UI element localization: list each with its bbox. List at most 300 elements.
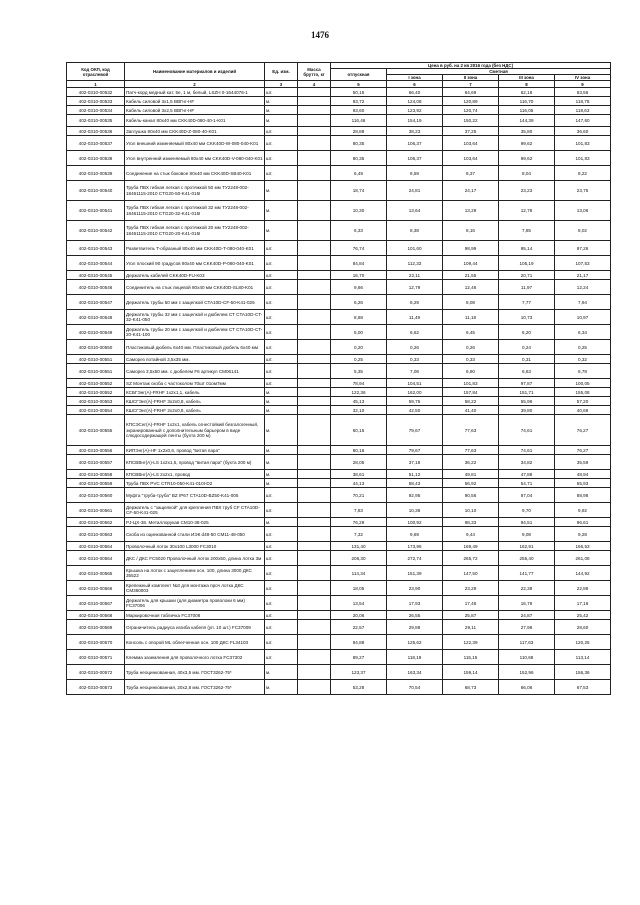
price-zone-2: 98,99 xyxy=(443,241,499,256)
item-mass xyxy=(298,479,331,488)
item-mass xyxy=(298,221,331,241)
item-unit: шт. xyxy=(265,551,298,566)
price-zone-3: 66,06 xyxy=(499,680,555,695)
price-zone-3: 162,91 xyxy=(499,542,555,551)
item-code: 402-0310-00546 xyxy=(67,280,125,295)
price-release: 7,83 xyxy=(331,503,387,518)
price-zone-4: 55,93 xyxy=(555,479,611,488)
item-code: 402-0310-00555 xyxy=(67,415,125,446)
item-mass xyxy=(298,379,331,388)
table-row xyxy=(67,364,611,379)
item-mass xyxy=(298,581,331,596)
item-code: 402-0310-00534 xyxy=(67,106,125,115)
price-zone-2: 265,72 xyxy=(443,551,499,566)
item-code: 402-0310-00559 xyxy=(67,479,125,488)
price-release: 84,84 xyxy=(331,256,387,271)
price-zone-3: 39,80 xyxy=(499,406,555,415)
item-code: 402-0310-00533 xyxy=(67,97,125,106)
price-zone-2: 23,29 xyxy=(443,581,499,596)
price-zone-4: 57,20 xyxy=(555,397,611,406)
item-code: 402-0310-00545 xyxy=(67,271,125,280)
price-zone-4: 88,98 xyxy=(555,488,611,503)
item-mass xyxy=(298,415,331,446)
price-zone-4: 76,27 xyxy=(555,415,611,446)
price-release: 13,54 xyxy=(331,596,387,611)
item-unit: м. xyxy=(265,221,298,241)
item-code: 402-0310-00548 xyxy=(67,310,125,325)
item-unit: шт. xyxy=(265,280,298,295)
price-zone-2: 0,33 xyxy=(443,355,499,364)
header-zone-2: II зона xyxy=(443,75,499,81)
table-row xyxy=(67,566,611,581)
item-name: Держатель трубы 50 мм с защелкой CTA10D-CF-50-K41-025 xyxy=(125,295,265,310)
price-release: 116,46 xyxy=(331,115,387,127)
price-zone-4: 67,53 xyxy=(555,680,611,695)
item-unit: м. xyxy=(265,397,298,406)
price-release: 5,00 xyxy=(331,325,387,340)
item-code: 402-0310-00543 xyxy=(67,241,125,256)
price-zone-2: 12,46 xyxy=(443,280,499,295)
price-zone-1: 58,43 xyxy=(387,479,443,488)
table-row xyxy=(67,201,611,221)
item-unit: м. xyxy=(265,388,298,397)
price-zone-3: 9,08 xyxy=(499,527,555,542)
item-mass xyxy=(298,596,331,611)
item-code: 402-0310-00535 xyxy=(67,115,125,127)
price-zone-4: 100,05 xyxy=(555,379,611,388)
price-zone-4: 23,75 xyxy=(555,181,611,201)
table-row xyxy=(67,397,611,406)
item-name: Труба ПВХ гибкая легкая с протяжкой 20 мм ТУ2248-002-18461115-2010 CTG20-20-K41-015I xyxy=(125,221,265,241)
column-index: 2 xyxy=(125,81,265,88)
price-zone-2: 41,40 xyxy=(443,406,499,415)
price-zone-3: 62,18 xyxy=(499,88,555,97)
item-name: ДКС / ДКС FC5020 Проволочный лоток 200х50, длина лотка 3м xyxy=(125,551,265,566)
price-zone-3: 94,51 xyxy=(499,518,555,527)
price-zone-1: 29,88 xyxy=(387,620,443,635)
item-unit: м. xyxy=(265,97,298,106)
item-unit: шт. xyxy=(265,310,298,325)
table-row xyxy=(67,295,611,310)
table-row xyxy=(67,446,611,455)
price-release: 80,35 xyxy=(331,151,387,166)
item-code: 402-0310-00564 xyxy=(67,551,125,566)
price-zone-4: 261,08 xyxy=(555,551,611,566)
item-name: КПСВВнг(А)-LS 2х2х1, провод xyxy=(125,470,265,479)
item-code: 402-0310-00542 xyxy=(67,221,125,241)
price-zone-2: 77,63 xyxy=(443,446,499,455)
table-row xyxy=(67,503,611,518)
table-row xyxy=(67,470,611,479)
price-zone-4: 101,83 xyxy=(555,151,611,166)
price-zone-1: 0,33 xyxy=(387,355,443,364)
price-release: 80,35 xyxy=(331,136,387,151)
price-zone-4: 0,32 xyxy=(555,355,611,364)
price-zone-3: 74,61 xyxy=(499,446,555,455)
price-zone-4: 144,92 xyxy=(555,566,611,581)
item-code: 402-0310-00544 xyxy=(67,256,125,271)
item-mass xyxy=(298,665,331,680)
price-zone-1: 8,29 xyxy=(387,295,443,310)
item-name: Ограничитель радиуса изгиба кабеля (уп. 10 шт.) FC37009 xyxy=(125,620,265,635)
price-zone-4: 9,28 xyxy=(555,527,611,542)
price-zone-3: 11,97 xyxy=(499,280,555,295)
item-name: Крепежный комплект №3 для монтажа проч лотка ДКС CM350003 xyxy=(125,581,265,596)
item-name: Угол плоский 90 градусов 80х40 мм CKK40D-P-080-040-K01 xyxy=(125,256,265,271)
price-zone-2: 6,90 xyxy=(443,364,499,379)
table-row xyxy=(67,166,611,181)
item-unit: м. xyxy=(265,115,298,127)
table-row xyxy=(67,115,611,127)
table-row xyxy=(67,355,611,364)
table-row xyxy=(67,310,611,325)
table-row xyxy=(67,97,611,106)
item-unit: шт. xyxy=(265,271,298,280)
price-zone-4: 6,34 xyxy=(555,325,611,340)
item-mass xyxy=(298,201,331,221)
item-name: Саморез потайной 3,5х35 мм. xyxy=(125,355,265,364)
table-row xyxy=(67,518,611,527)
table-row xyxy=(67,271,611,280)
column-index: 5 xyxy=(331,81,387,88)
price-zone-2: 8,37 xyxy=(443,166,499,181)
item-name: Соединитель на стык лицевой 80х40 мм CKK40D-SL80-K01 xyxy=(125,280,265,295)
item-code: 402-0310-00554 xyxy=(67,406,125,415)
item-mass xyxy=(298,364,331,379)
price-zone-1: 79,67 xyxy=(387,446,443,455)
item-name: Угол внутренний изменяемый 80х40 мм CKK40D-V-080-040-K01 xyxy=(125,151,265,166)
price-zone-2: 68,73 xyxy=(443,680,499,695)
item-mass xyxy=(298,635,331,650)
item-code: 402-0310-00566 xyxy=(67,581,125,596)
item-unit: м. xyxy=(265,455,298,470)
item-name: Держатель кабелей CKK40D-FU-K03 xyxy=(125,271,265,280)
price-zone-1: 13,64 xyxy=(387,201,443,221)
column-index: 9 xyxy=(555,81,611,88)
price-zone-1: 92,95 xyxy=(387,488,443,503)
price-zone-4: 101,83 xyxy=(555,136,611,151)
item-mass xyxy=(298,181,331,201)
table-row xyxy=(67,479,611,488)
item-unit: шт. xyxy=(265,503,298,518)
item-unit: м. xyxy=(265,415,298,446)
table-row xyxy=(67,581,611,596)
price-zone-1: 163,34 xyxy=(387,665,443,680)
price-release: 6,26 xyxy=(331,295,387,310)
price-release: 76,74 xyxy=(331,241,387,256)
price-zone-2: 17,46 xyxy=(443,596,499,611)
table-row xyxy=(67,415,611,446)
price-zone-4: 166,53 xyxy=(555,542,611,551)
item-name: Проволочный лоток 30х100 L3000 FC3010 xyxy=(125,542,265,551)
item-mass xyxy=(298,295,331,310)
item-code: 402-0310-00556 xyxy=(67,446,125,455)
price-zone-3: 151,71 xyxy=(499,388,555,397)
price-zone-1: 12,79 xyxy=(387,280,443,295)
price-zone-1: 26,55 xyxy=(387,611,443,620)
table-row xyxy=(67,136,611,151)
price-zone-3: 105,19 xyxy=(499,256,555,271)
item-code: 402-0310-00538 xyxy=(67,151,125,166)
price-zone-4: 10,97 xyxy=(555,310,611,325)
item-mass xyxy=(298,611,331,620)
item-mass xyxy=(298,503,331,518)
item-name: Держатель с "защелкой" для крепления ПВХ труб CF CTA10D-CF-50-K41-025 xyxy=(125,503,265,518)
price-zone-3: 20,71 xyxy=(499,271,555,280)
table-row xyxy=(67,388,611,397)
table-row xyxy=(67,325,611,340)
price-zone-4: 22,88 xyxy=(555,581,611,596)
price-zone-1: 272,74 xyxy=(387,551,443,566)
item-mass xyxy=(298,542,331,551)
table-row xyxy=(67,542,611,551)
item-code: 402-0310-00569 xyxy=(67,620,125,635)
item-mass xyxy=(298,151,331,166)
item-code: 402-0310-00563 xyxy=(67,527,125,542)
item-unit: м. xyxy=(265,201,298,221)
price-zone-3: 6,20 xyxy=(499,325,555,340)
price-release: 32,10 xyxy=(331,406,387,415)
price-zone-3: 99,62 xyxy=(499,151,555,166)
price-zone-2: 8,08 xyxy=(443,295,499,310)
price-zone-2: 11,18 xyxy=(443,310,499,325)
header-unit: Ед. изм. xyxy=(265,63,298,81)
item-unit: шт. xyxy=(265,88,298,97)
item-name: SZ Монтаж скоба с частоколом 70шт 01ом7мм xyxy=(125,379,265,388)
price-zone-1: 11,49 xyxy=(387,310,443,325)
price-zone-3: 117,63 xyxy=(499,635,555,650)
item-mass xyxy=(298,388,331,397)
item-unit: шт. xyxy=(265,566,298,581)
item-name: Скоба из оцинкованной стали ИЭК d48-50 CM11-48-050 xyxy=(125,527,265,542)
item-mass xyxy=(298,256,331,271)
price-zone-2: 56,92 xyxy=(443,479,499,488)
price-zone-4: 25,42 xyxy=(555,611,611,620)
price-zone-4: 107,53 xyxy=(555,256,611,271)
header-code: Код ОКП, код отраслевой xyxy=(67,63,125,81)
item-code: 402-0310-00552 xyxy=(67,379,125,388)
header-price-title: Цена в руб. на 2 кв 2016 года (без НДС) xyxy=(331,63,611,69)
price-zone-1: 70,54 xyxy=(387,680,443,695)
item-mass xyxy=(298,97,331,106)
table-row xyxy=(67,596,611,611)
price-zone-2: 159,14 xyxy=(443,665,499,680)
price-zone-4: 147,60 xyxy=(555,115,611,127)
item-unit: м. xyxy=(265,470,298,479)
price-zone-4: 76,27 xyxy=(555,446,611,455)
item-name: Держатель трубы 20 мм с защелкой и дюбелем CT CTA10D-CT-20-K41-100 xyxy=(125,325,265,340)
price-zone-3: 97,87 xyxy=(499,379,555,388)
price-zone-2: 77,63 xyxy=(443,415,499,446)
price-zone-4: 36,60 xyxy=(555,127,611,136)
price-zone-2: 150,22 xyxy=(443,115,499,127)
item-name: КШСГЭнг(А)-FRHF 2х2х0,8, кабель xyxy=(125,406,265,415)
item-mass xyxy=(298,397,331,406)
price-zone-3: 8,04 xyxy=(499,166,555,181)
price-release: 76,29 xyxy=(331,518,387,527)
price-release: 78,94 xyxy=(331,379,387,388)
price-release: 18,05 xyxy=(331,581,387,596)
item-unit: шт. xyxy=(265,295,298,310)
item-mass xyxy=(298,455,331,470)
table-row xyxy=(67,181,611,201)
price-zone-2: 0,26 xyxy=(443,340,499,355)
item-mass xyxy=(298,566,331,581)
table-row xyxy=(67,527,611,542)
price-zone-3: 10,73 xyxy=(499,310,555,325)
table-row xyxy=(67,127,611,136)
item-unit: шт. xyxy=(265,488,298,503)
item-code: 402-0310-00565 xyxy=(67,566,125,581)
item-unit: шт. xyxy=(265,527,298,542)
item-mass xyxy=(298,241,331,256)
price-zone-1: 162,00 xyxy=(387,388,443,397)
item-code: 402-0310-00539 xyxy=(67,166,125,181)
item-code: 402-0310-00567 xyxy=(67,596,125,611)
price-zone-1: 154,19 xyxy=(387,115,443,127)
table-header xyxy=(67,63,611,88)
price-zone-2: 101,83 xyxy=(443,379,499,388)
price-release: 5,35 xyxy=(331,364,387,379)
item-name: Держатель для крышки (для диаметра проволоки 6 мм) FC37006 xyxy=(125,596,265,611)
item-code: 402-0310-00536 xyxy=(67,127,125,136)
price-release: 89,27 xyxy=(331,650,387,665)
item-name: КШСГЭнг(А)-FRHF 3х2х0,8, кабель xyxy=(125,397,265,406)
price-zone-2: 10,10 xyxy=(443,503,499,518)
price-zone-4: 6,78 xyxy=(555,364,611,379)
price-release: 6,49 xyxy=(331,166,387,181)
item-unit: шт. xyxy=(265,596,298,611)
item-code: 402-0310-00557 xyxy=(67,455,125,470)
item-unit: м. xyxy=(265,665,298,680)
column-index: 4 xyxy=(298,81,331,88)
header-name: Наименование материалов и изделий xyxy=(125,63,265,81)
price-zone-2: 49,81 xyxy=(443,470,499,479)
item-unit: м. xyxy=(265,680,298,695)
price-zone-1: 124,08 xyxy=(387,97,443,106)
item-mass xyxy=(298,310,331,325)
price-release: 114,34 xyxy=(331,566,387,581)
price-zone-3: 47,88 xyxy=(499,470,555,479)
price-release: 28,88 xyxy=(331,127,387,136)
item-mass xyxy=(298,115,331,127)
item-name: Крышка на лоток с зацеплением осн. 100, длина 3000 ДКС 35522 xyxy=(125,566,265,581)
item-unit: м. xyxy=(265,479,298,488)
table-row xyxy=(67,340,611,355)
price-zone-3: 144,39 xyxy=(499,115,555,127)
price-release: 38,61 xyxy=(331,470,387,479)
price-release: 94,88 xyxy=(331,635,387,650)
price-zone-1: 59,75 xyxy=(387,397,443,406)
table-row xyxy=(67,665,611,680)
item-code: 402-0310-00553 xyxy=(67,397,125,406)
price-zone-1: 106,37 xyxy=(387,151,443,166)
price-zone-4: 97,26 xyxy=(555,241,611,256)
item-mass xyxy=(298,340,331,355)
price-zone-4: 156,36 xyxy=(555,665,611,680)
price-zone-3: 27,98 xyxy=(499,620,555,635)
price-zone-2: 36,22 xyxy=(443,455,499,470)
price-zone-1: 10,36 xyxy=(387,503,443,518)
item-name: КПСВВнг(А)-LS 1х2х1,5, провод "витая пара" (бухта 200 м) xyxy=(125,455,265,470)
price-zone-2: 25,87 xyxy=(443,611,499,620)
price-zone-2: 147,50 xyxy=(443,566,499,581)
item-code: 402-0310-00552 xyxy=(67,388,125,397)
price-zone-2: 90,56 xyxy=(443,488,499,503)
price-zone-1: 23,90 xyxy=(387,581,443,596)
price-zone-1: 125,62 xyxy=(387,635,443,650)
table-row xyxy=(67,680,611,695)
item-unit: шт. xyxy=(265,355,298,364)
item-code: 402-0310-00573 xyxy=(67,680,125,695)
item-name: Труба неоцинкованная, 40х3,5 мм. ГОСТ3262-75* xyxy=(125,665,265,680)
price-zone-3: 35,80 xyxy=(499,127,555,136)
price-zone-3: 116,05 xyxy=(499,106,555,115)
item-code: 402-0310-00561 xyxy=(67,503,125,518)
price-zone-3: 110,68 xyxy=(499,650,555,665)
table-row xyxy=(67,635,611,650)
price-release: 20,06 xyxy=(331,611,387,620)
price-zone-2: 6,45 xyxy=(443,325,499,340)
price-zone-3: 6,63 xyxy=(499,364,555,379)
table-body xyxy=(67,88,611,695)
item-mass xyxy=(298,136,331,151)
item-name: КИПЭнг(А)-HF 1х2х0,6, провод "витая пара" xyxy=(125,446,265,455)
price-zone-2: 120,89 xyxy=(443,97,499,106)
item-code: 402-0310-00570 xyxy=(67,635,125,650)
price-zone-1: 106,37 xyxy=(387,136,443,151)
price-zone-1: 24,81 xyxy=(387,181,443,201)
column-index: 3 xyxy=(265,81,298,88)
price-zone-2: 8,16 xyxy=(443,221,499,241)
price-zone-3: 141,77 xyxy=(499,566,555,581)
price-zone-4: 40,68 xyxy=(555,406,611,415)
item-unit: шт. xyxy=(265,650,298,665)
price-zone-3: 87,04 xyxy=(499,488,555,503)
item-name: Патч-корд медный кат. 5е, 1 м, белый, LSZH 0-1644076-1 xyxy=(125,88,265,97)
item-code: 402-0310-00558 xyxy=(67,470,125,479)
item-name: Муфта "труба-труба" BZ IP67 CTA10D-BZ50-K41-005 xyxy=(125,488,265,503)
table-row xyxy=(67,241,611,256)
price-zone-3: 7,77 xyxy=(499,295,555,310)
price-zone-2: 115,15 xyxy=(443,650,499,665)
price-zone-3: 116,70 xyxy=(499,97,555,106)
price-release: 7,32 xyxy=(331,527,387,542)
price-zone-1: 100,92 xyxy=(387,518,443,527)
price-release: 28,05 xyxy=(331,455,387,470)
item-name: Консоль с опорой ML облегченная осн. 100 ДКС FL34103 xyxy=(125,635,265,650)
item-mass xyxy=(298,518,331,527)
price-zone-4: 12,24 xyxy=(555,280,611,295)
price-zone-1: 112,33 xyxy=(387,256,443,271)
item-name: КСБГЭнг(А)-FRHF 1х2х1,1, кабель xyxy=(125,388,265,397)
price-release: 0,20 xyxy=(331,340,387,355)
column-index: 1 xyxy=(67,81,125,88)
header-zone-4: IV зона xyxy=(555,75,611,81)
item-mass xyxy=(298,166,331,181)
item-name: Труба неоцинкованная, 20х2,8 мм. ГОСТ3262-75* xyxy=(125,680,265,695)
price-release: 93,60 xyxy=(331,106,387,115)
price-zone-3: 54,71 xyxy=(499,479,555,488)
price-release: 60,16 xyxy=(331,446,387,455)
item-unit: шт. xyxy=(265,241,298,256)
price-zone-1: 8,38 xyxy=(387,221,443,241)
price-release: 0,25 xyxy=(331,355,387,364)
price-zone-2: 13,29 xyxy=(443,201,499,221)
price-release: 50,15 xyxy=(331,88,387,97)
price-zone-1: 173,96 xyxy=(387,542,443,551)
price-zone-2: 29,11 xyxy=(443,620,499,635)
